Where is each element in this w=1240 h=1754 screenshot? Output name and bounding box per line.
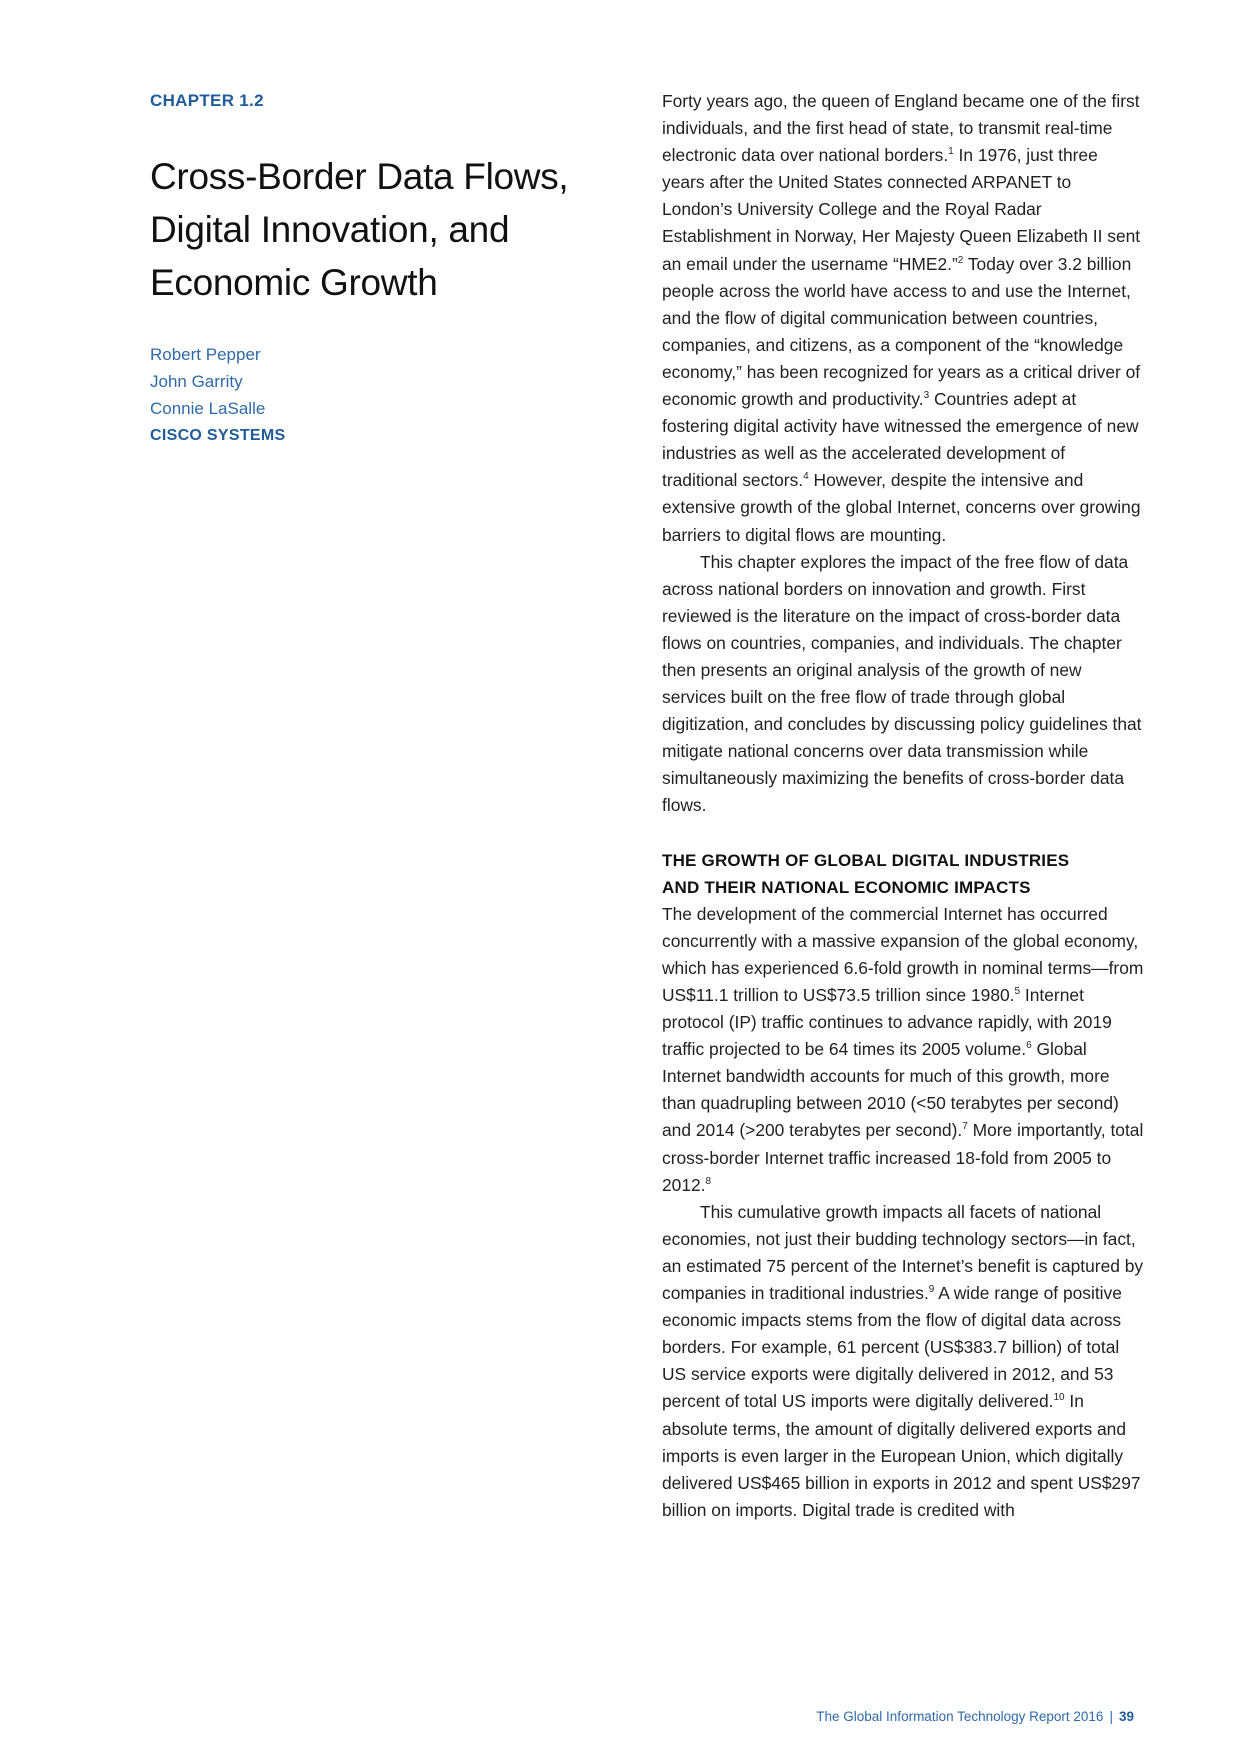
body-paragraph: Forty years ago, the queen of England became one of the first individuals, and the first head of state, to transmit real-time electronic data over national borders.$^1$ In 1976, just three years after the United States connected ARPANET to London’s University College and the Royal Radar Establishment in Norway, Her Majesty Queen Elizabeth II sent an email under the username “HME2.”$^2$ Today over 3.2 billion people across the world have access to and use the Internet, and the flow of digital communication between countries, companies, and citizens, as a component of the “knowledge economy,” has been recognized for years as a critical driver of economic growth and productivity.$^3$ Countries adept at fostering digital activity have witnessed the emergence of new industries as well as the accelerated development of traditional sectors.$^4$ However, despite the intensive and extensive growth of the global Internet, concerns over growing barriers to digital flows are mounting.	[662, 91, 1141, 545]
author-name: Connie LaSalle	[150, 399, 266, 418]
author-list	[150, 341, 620, 449]
footnote-ref: 1	[948, 146, 954, 158]
author-name: John Garrity	[150, 372, 243, 391]
body-paragraph: The development of the commercial Internet has occurred concurrently with a massive expansion of the global economy, which has experienced 6.6-fold growth in nominal terms—from US$11.1 trillion to US$73.5 trillion since 1980.$^5$ Internet protocol (IP) traffic continues to advance rapidly, with 2019 traffic projected to be 64 times its 2005 volume.$^6$ Global Internet bandwidth accounts for much of this growth, more than quadrupling between 2010 (<50 terabytes per second) and 2014 (>200 terabytes per second).$^7$ More importantly, total cross-border Internet traffic increased 18-fold from 2005 to 2012.$^8$	[662, 903, 1144, 1195]
chapter-title	[150, 150, 620, 309]
section-heading: THE GROWTH OF GLOBAL DIGITAL INDUSTRIES AND THEIR NATIONAL ECONOMIC IMPACTS	[662, 850, 1070, 897]
footnote-ref: 5	[1014, 986, 1021, 997]
author-affiliation: CISCO SYSTEMS	[150, 427, 286, 444]
footnote-ref: 9	[928, 1284, 935, 1296]
body-paragraph: This cumulative growth impacts all facets of national economies, not just their budding technology sectors—in fact, an estimated 75 percent of the Internet’s benefit is captured by companies in traditional industries.$^9$ A wide range of positive economic impacts stems from the flow of digital data across borders. For example, 61 percent (US$383.7 billion) of total US service exports were digitally delivered in 2012, and 53 percent of total US imports were digitally delivered.$^{10}$ In absolute terms, the amount of digitally delivered exports and imports is even larger in the European Union, which digitally delivered US$465 billion in exports in 2012 and spent US$297 billion on imports. Digital trade is credited with	[662, 1201, 1144, 1520]
footnote-ref: 7	[962, 1121, 968, 1133]
report-title: The Global Information Technology Report 2016	[816, 1709, 1104, 1724]
author-name: Robert Pepper	[150, 345, 261, 364]
footer-separator: |	[1109, 1709, 1113, 1724]
body-paragraph: This chapter explores the impact of the free flow of data across national borders on innovation and growth. First reviewed is the literature on the impact of cross-border data flows on countries, companies, and individuals. The chapter then presents an original analysis of the growth of new services built on the free flow of trade through global digitization, and concludes by discussing policy guidelines that mitigate national concerns over data transmission while simultaneously maximizing the benefits of cross-border data flows.	[662, 551, 1142, 816]
page-footer	[816, 1709, 1134, 1724]
footnote-ref: 4	[803, 471, 809, 483]
chapter-header	[150, 88, 620, 449]
footnote-ref: 10	[1053, 1392, 1065, 1404]
footnote-ref: 8	[705, 1175, 712, 1187]
footnote-ref: 6	[1026, 1040, 1032, 1052]
title-line: Cross-Border Data Flows,	[150, 156, 569, 197]
footnote-ref: 2	[957, 254, 964, 266]
page-number: 39	[1118, 1709, 1134, 1724]
title-line: Economic Growth	[150, 262, 438, 303]
body-text	[662, 88, 1144, 1524]
chapter-label: CHAPTER 1.2	[150, 91, 264, 110]
footnote-ref: 3	[923, 390, 930, 402]
title-line: Digital Innovation, and	[150, 209, 510, 250]
